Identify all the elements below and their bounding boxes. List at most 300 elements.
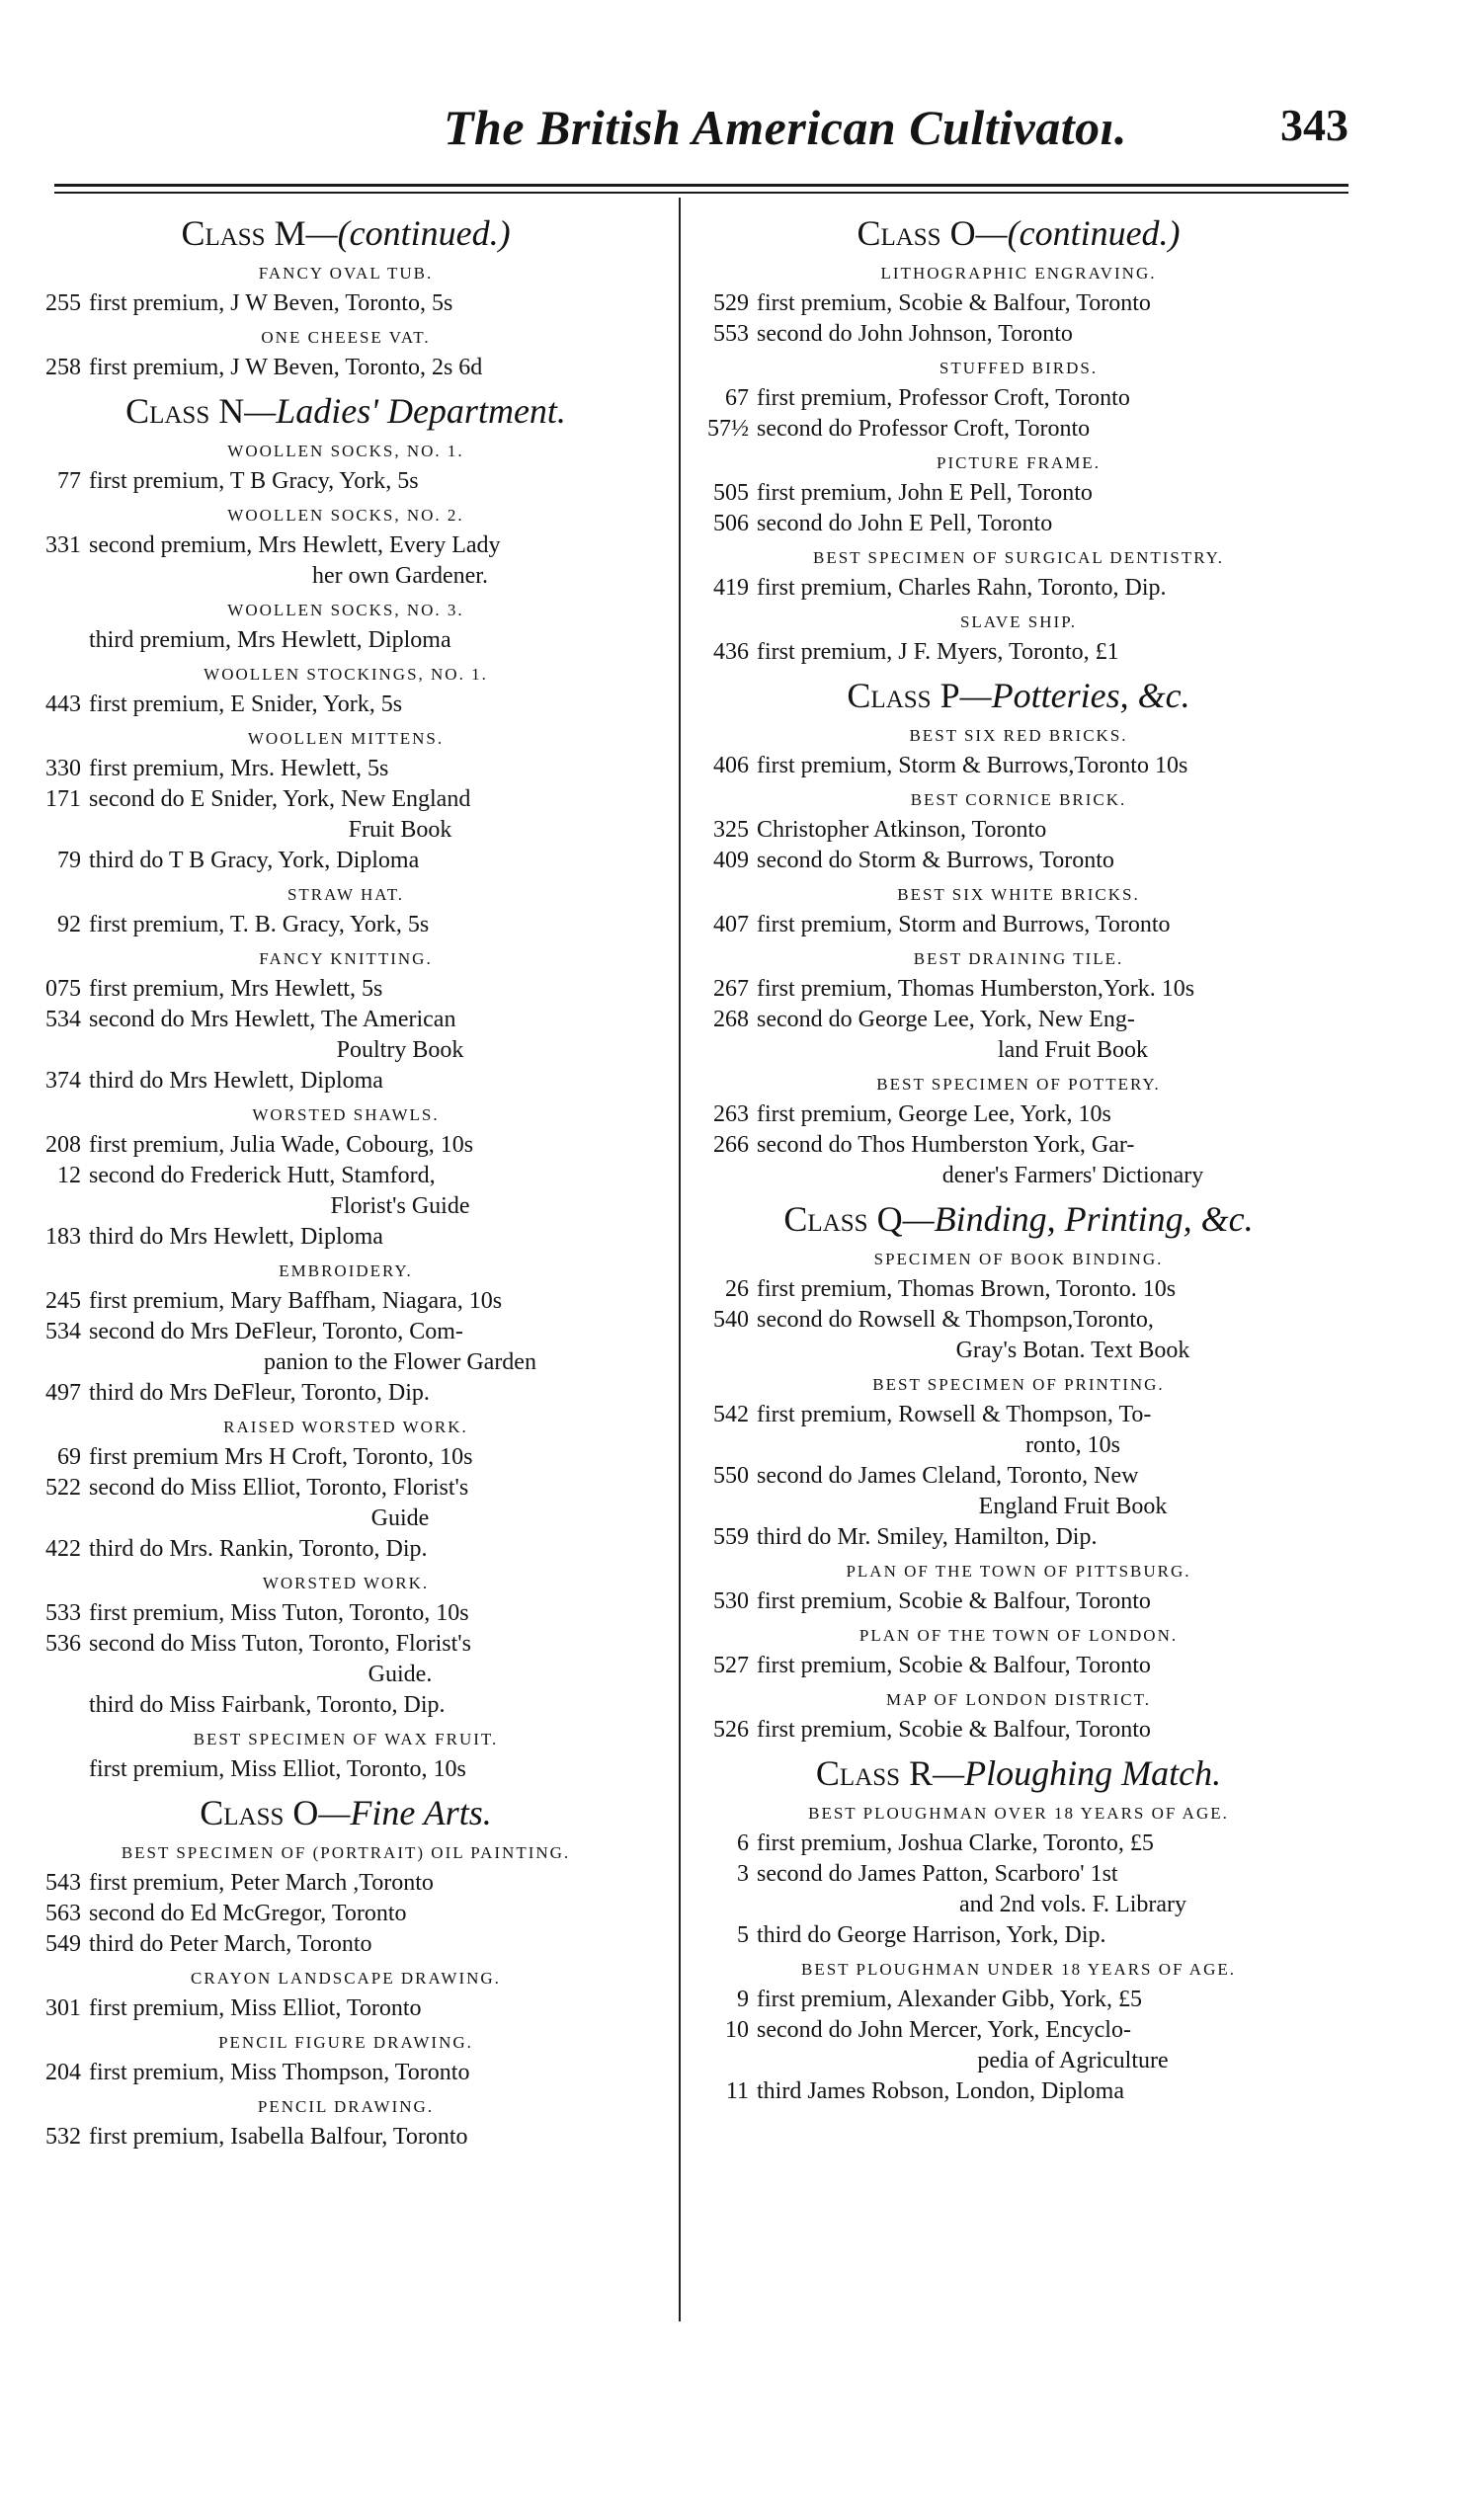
entry-text <box>89 1286 672 1317</box>
entry-main-text: first premium, Scobie & Balfour, Toronto <box>757 1717 1151 1743</box>
class-letter: O <box>292 1793 319 1832</box>
award-category: WOOLLEN STOCKINGS, NO. 1. <box>204 665 488 684</box>
award-entry <box>688 2015 1349 2076</box>
award-category: BEST SIX RED BRICKS. <box>909 726 1128 745</box>
award-category: BEST SIX WHITE BRICKS. <box>897 885 1140 904</box>
entry-number: 436 <box>713 639 749 665</box>
class-title: —Ladies' Department. <box>244 391 566 431</box>
award-entry <box>20 1598 672 1629</box>
award-entry <box>688 846 1349 876</box>
entry-main-text: third premium, Mrs Hewlett, Diploma <box>89 627 451 653</box>
class-word: Class <box>181 213 266 253</box>
entry-number: 183 <box>45 1224 81 1250</box>
award-entry <box>20 754 672 784</box>
entry-main-text: first premium, Mary Baffham, Niagara, 10s <box>89 1288 503 1314</box>
entry-text <box>89 1993 672 2024</box>
award-entry <box>20 1066 672 1097</box>
award-entry <box>688 1829 1349 1859</box>
award-entry <box>20 1868 672 1899</box>
entry-text <box>757 2076 1349 2107</box>
award-entry <box>20 1690 672 1721</box>
entry-text <box>89 910 672 940</box>
entry-text <box>757 1651 1349 1681</box>
entry-number: 255 <box>45 290 81 316</box>
award-entry <box>688 1461 1349 1522</box>
entry-text <box>757 573 1349 604</box>
entry-number: 534 <box>45 1319 81 1344</box>
entry-main-text: second do E Snider, York, New England <box>89 786 471 812</box>
entry-main-text: third do Mrs. Rankin, Toronto, Dip. <box>89 1536 428 1562</box>
award-category: CRAYON LANDSCAPE DRAWING. <box>191 1969 501 1988</box>
entry-text <box>89 1598 672 1629</box>
entry-number: 553 <box>713 321 749 347</box>
award-category: PLAN OF THE TOWN OF PITTSBURG. <box>846 1562 1191 1581</box>
entry-main-text: first premium, Isabella Balfour, Toronto <box>89 2124 468 2150</box>
entry-text <box>89 846 672 876</box>
entry-number: 266 <box>713 1132 749 1158</box>
class-letter: R <box>909 1753 934 1793</box>
entry-text <box>757 1305 1349 1366</box>
entry-text <box>89 466 672 497</box>
entry-text <box>89 1005 672 1066</box>
entry-text <box>89 353 672 383</box>
entry-text <box>89 1473 672 1534</box>
class-letter: M <box>274 213 306 253</box>
entry-main-text: first premium, Thomas Humberston,York. 10s <box>757 976 1195 1002</box>
entry-text <box>89 1690 672 1721</box>
entry-number: 330 <box>45 756 81 781</box>
entry-number: 171 <box>45 786 81 812</box>
award-entry <box>20 1754 672 1785</box>
entry-main-text: first premium, J W Beven, Toronto, 5s <box>89 290 453 316</box>
award-category: RAISED WORSTED WORK. <box>223 1418 468 1436</box>
entry-continuation: land Fruit Book <box>997 1037 1148 1063</box>
entry-text <box>89 1442 672 1473</box>
entry-continuation: Gray's Botan. Text Book <box>955 1338 1190 1363</box>
entry-main-text: second do Mrs DeFleur, Toronto, Com- <box>89 1319 463 1344</box>
award-entry <box>688 1522 1349 1553</box>
entry-main-text: second do John Johnson, Toronto <box>757 321 1073 347</box>
entry-main-text: third do Peter March, Toronto <box>89 1931 372 1957</box>
entry-main-text: third do Mrs DeFleur, Toronto, Dip. <box>89 1380 430 1406</box>
entry-main-text: first premium, T. B. Gracy, York, 5s <box>89 912 430 937</box>
entry-number: 69 <box>57 1444 81 1470</box>
header-rule <box>54 184 1348 187</box>
entry-main-text: second do John Mercer, York, Encyclo- <box>757 2017 1131 2043</box>
entry-main-text: first premium, Miss Elliot, Toronto, 10s <box>89 1756 466 1782</box>
entry-text <box>89 1317 672 1378</box>
award-entry <box>688 974 1349 1005</box>
award-entry <box>688 1005 1349 1066</box>
class-heading <box>20 211 672 255</box>
entry-number: 208 <box>45 1132 81 1158</box>
award-entry <box>20 910 672 940</box>
entry-continuation: pedia of Agriculture <box>977 2048 1169 2073</box>
class-heading <box>20 1791 672 1834</box>
entry-main-text: first premium, Thomas Brown, Toronto. 10s <box>757 1276 1177 1302</box>
entry-continuation: Guide <box>370 1505 430 1531</box>
entry-number: 5 <box>737 1922 749 1948</box>
entry-main-text: first premium, Storm and Burrows, Toronto <box>757 912 1171 937</box>
entry-text <box>89 530 672 592</box>
entry-main-text: first premium, Scobie & Balfour, Toronto <box>757 290 1151 316</box>
entry-text <box>89 784 672 846</box>
award-category: BEST SPECIMEN OF PRINTING. <box>872 1375 1165 1394</box>
entry-main-text: third do Mrs Hewlett, Diploma <box>89 1224 383 1250</box>
entry-text <box>757 910 1349 940</box>
entry-main-text: second do Thos Humberston York, Gar- <box>757 1132 1135 1158</box>
class-title: —Fine Arts. <box>318 1793 492 1832</box>
class-word: Class <box>783 1199 868 1239</box>
entry-number: 325 <box>713 817 749 843</box>
award-entry <box>688 1305 1349 1366</box>
award-category: PENCIL DRAWING. <box>257 2097 435 2116</box>
class-word: Class <box>847 676 932 715</box>
entry-number: 268 <box>713 1007 749 1032</box>
award-entry <box>688 509 1349 539</box>
award-entry <box>20 288 672 319</box>
entry-main-text: third do George Harrison, York, Dip. <box>757 1922 1106 1948</box>
award-entry <box>20 1161 672 1222</box>
award-entry <box>688 1651 1349 1681</box>
entry-number: 075 <box>45 976 81 1002</box>
award-entry <box>688 637 1349 668</box>
award-entry <box>20 466 672 497</box>
entry-main-text: first premium, Miss Tuton, Toronto, 10s <box>89 1600 469 1626</box>
award-entry <box>20 1130 672 1161</box>
award-entry <box>20 2058 672 2088</box>
entry-number: 67 <box>725 385 749 411</box>
award-entry <box>20 1378 672 1409</box>
entry-number: 11 <box>725 2078 749 2104</box>
entry-number: 10 <box>725 2017 749 2043</box>
award-entry <box>688 573 1349 604</box>
entry-number: 549 <box>45 1931 81 1957</box>
entry-main-text: second do James Patton, Scarboro' 1st <box>757 1861 1118 1887</box>
award-category: BEST SPECIMEN OF (PORTRAIT) OIL PAINTING. <box>121 1843 571 1862</box>
award-entry <box>20 1993 672 2024</box>
entry-number: 3 <box>737 1861 749 1887</box>
entry-text <box>757 1985 1349 2015</box>
page-number: 343 <box>1280 100 1348 150</box>
entry-text <box>89 690 672 720</box>
class-heading <box>688 1197 1349 1241</box>
entry-text <box>757 1099 1349 1130</box>
award-entry <box>688 1586 1349 1617</box>
entry-number: 536 <box>45 1631 81 1657</box>
award-category: WOOLLEN MITTENS. <box>247 729 445 748</box>
entry-number: 258 <box>45 355 81 380</box>
entry-main-text: third James Robson, London, Diploma <box>757 2078 1124 2104</box>
class-letter: N <box>218 391 245 431</box>
entry-text <box>757 815 1349 846</box>
award-category: BEST SPECIMEN OF SURGICAL DENTISTRY. <box>813 548 1224 567</box>
entry-number: 267 <box>713 976 749 1002</box>
entry-number: 374 <box>45 1068 81 1094</box>
award-category: WOOLLEN SOCKS, NO. 1. <box>227 442 464 460</box>
award-entry <box>688 1099 1349 1130</box>
award-entry <box>20 2122 672 2153</box>
award-category: ONE CHEESE VAT. <box>261 328 431 347</box>
entry-main-text: first premium, E Snider, York, 5s <box>89 691 403 717</box>
entry-main-text: second do Miss Tuton, Toronto, Florist's <box>89 1631 471 1657</box>
entry-number: 9 <box>737 1987 749 2012</box>
entry-main-text: first premium Mrs H Croft, Toronto, 10s <box>89 1444 473 1470</box>
award-entry <box>688 319 1349 350</box>
class-title: —(continued.) <box>305 213 511 253</box>
entry-main-text: first premium, Peter March ,Toronto <box>89 1870 434 1896</box>
entry-main-text: first premium, Mrs Hewlett, 5s <box>89 976 383 1002</box>
entry-text <box>757 478 1349 509</box>
entry-continuation: panion to the Flower Garden <box>264 1349 536 1375</box>
right-column <box>688 205 1349 2107</box>
entry-number: 529 <box>713 290 749 316</box>
award-category: BEST PLOUGHMAN UNDER 18 YEARS OF AGE. <box>800 1960 1236 1979</box>
entry-text <box>89 1378 672 1409</box>
award-entry <box>20 1286 672 1317</box>
entry-number: 245 <box>45 1288 81 1314</box>
entry-main-text: second do George Lee, York, New Eng- <box>757 1007 1135 1032</box>
entry-number: 522 <box>45 1475 81 1501</box>
entry-continuation: Fruit Book <box>348 817 452 843</box>
award-entry <box>20 1222 672 1253</box>
award-entry <box>688 910 1349 940</box>
award-category: FANCY KNITTING. <box>259 949 433 968</box>
entry-continuation: England Fruit Book <box>978 1494 1168 1519</box>
entry-number: 204 <box>45 2060 81 2085</box>
entry-text <box>757 846 1349 876</box>
entry-number: 497 <box>45 1380 81 1406</box>
award-category: PICTURE FRAME. <box>937 453 1101 472</box>
entry-main-text: second do James Cleland, Toronto, New <box>757 1463 1139 1489</box>
entry-number: 301 <box>45 1995 81 2021</box>
entry-text <box>89 625 672 656</box>
entry-number: 26 <box>725 1276 749 1302</box>
entry-main-text: first premium, T B Gracy, York, 5s <box>89 468 419 494</box>
class-title: —Ploughing Match. <box>933 1753 1222 1793</box>
entry-text <box>757 414 1349 445</box>
class-letter: P <box>939 676 960 715</box>
entry-number: 532 <box>45 2124 81 2150</box>
award-category: FANCY OVAL TUB. <box>258 264 434 283</box>
class-letter: O <box>949 213 976 253</box>
award-entry <box>688 815 1349 846</box>
entry-text <box>757 751 1349 781</box>
award-entry <box>20 1899 672 1929</box>
entry-number: 559 <box>713 1524 749 1550</box>
award-category: STUFFED BIRDS. <box>939 359 1099 377</box>
entry-number: 409 <box>713 848 749 873</box>
award-entry <box>20 353 672 383</box>
award-entry <box>20 1317 672 1378</box>
entry-text <box>757 1274 1349 1305</box>
entry-text <box>89 1754 672 1785</box>
entry-main-text: first premium, George Lee, York, 10s <box>757 1101 1111 1127</box>
entry-main-text: third do T B Gracy, York, Diploma <box>89 848 420 873</box>
entry-text <box>89 974 672 1005</box>
award-entry <box>20 625 672 656</box>
award-entry <box>20 974 672 1005</box>
award-category: BEST DRAINING TILE. <box>913 949 1124 968</box>
class-heading <box>20 389 672 433</box>
entry-main-text: first premium, Alexander Gibb, York, £5 <box>757 1987 1142 2012</box>
class-title: —(continued.) <box>975 213 1181 253</box>
award-entry <box>688 1920 1349 1951</box>
entry-number: 526 <box>713 1717 749 1743</box>
award-entry <box>688 1130 1349 1191</box>
entry-number: 550 <box>713 1463 749 1489</box>
entry-main-text: third do Mr. Smiley, Hamilton, Dip. <box>757 1524 1098 1550</box>
entry-number: 443 <box>45 691 81 717</box>
entry-number: 533 <box>45 1600 81 1626</box>
class-word: Class <box>200 1793 285 1832</box>
entry-continuation: her own Gardener. <box>312 563 488 589</box>
entry-main-text: first premium, Miss Elliot, Toronto <box>89 1995 422 2021</box>
entry-number: 12 <box>57 1163 81 1188</box>
entry-main-text: Christopher Atkinson, Toronto <box>757 817 1047 843</box>
award-entry <box>688 478 1349 509</box>
entry-text <box>757 637 1349 668</box>
entry-main-text: second do Professor Croft, Toronto <box>757 416 1091 442</box>
award-entry <box>688 1985 1349 2015</box>
award-category: WOOLLEN SOCKS, NO. 3. <box>227 601 464 619</box>
entry-text <box>757 509 1349 539</box>
entry-text <box>757 2015 1349 2076</box>
award-entry <box>20 784 672 846</box>
entry-main-text: second do Miss Elliot, Toronto, Florist's <box>89 1475 469 1501</box>
award-category: WORSTED SHAWLS. <box>252 1105 440 1124</box>
entry-main-text: second do John E Pell, Toronto <box>757 511 1053 536</box>
entry-main-text: first premium, J F. Myers, Toronto, £1 <box>757 639 1119 665</box>
entry-number: 263 <box>713 1101 749 1127</box>
entry-number: 542 <box>713 1402 749 1427</box>
award-entry <box>688 1715 1349 1746</box>
entry-text <box>757 1586 1349 1617</box>
entry-main-text: second do Ed McGregor, Toronto <box>89 1901 407 1926</box>
entry-continuation: and 2nd vols. F. Library <box>958 1892 1187 1917</box>
entry-number: 57½ <box>707 416 749 442</box>
class-title: —Potteries, &c. <box>959 676 1190 715</box>
entry-number: 505 <box>713 480 749 506</box>
entry-text <box>89 1066 672 1097</box>
award-entry <box>20 1473 672 1534</box>
entry-main-text: third do Mrs Hewlett, Diploma <box>89 1068 383 1094</box>
award-category: SPECIMEN OF BOOK BINDING. <box>873 1250 1164 1268</box>
entry-text <box>89 1222 672 1253</box>
entry-text <box>89 754 672 784</box>
award-category: BEST SPECIMEN OF WAX FRUIT. <box>193 1730 499 1748</box>
award-category: MAP OF LONDON DISTRICT. <box>886 1690 1151 1709</box>
award-entry <box>20 846 672 876</box>
award-entry <box>688 288 1349 319</box>
column-divider <box>679 198 681 2321</box>
entry-number: 540 <box>713 1307 749 1333</box>
entry-text <box>89 288 672 319</box>
entry-main-text: first premium, Charles Rahn, Toronto, Dip. <box>757 575 1167 601</box>
entry-number: 527 <box>713 1653 749 1678</box>
entry-text <box>89 1868 672 1899</box>
entry-number: 6 <box>737 1830 749 1856</box>
class-letter: Q <box>876 1199 903 1239</box>
entry-text <box>89 1130 672 1161</box>
award-entry <box>20 1629 672 1690</box>
entry-continuation: Florist's Guide <box>330 1193 470 1219</box>
award-entry <box>688 1274 1349 1305</box>
award-category: BEST PLOUGHMAN OVER 18 YEARS OF AGE. <box>808 1804 1229 1823</box>
award-entry <box>20 1442 672 1473</box>
class-heading <box>688 1751 1349 1795</box>
award-category: PENCIL FIGURE DRAWING. <box>218 2033 473 2052</box>
entry-number: 331 <box>45 532 81 558</box>
award-entry <box>20 1929 672 1960</box>
award-entry <box>20 1005 672 1066</box>
entry-number: 92 <box>57 912 81 937</box>
award-category: SLAVE SHIP. <box>959 612 1078 631</box>
running-title: The British American Cultivatoı. <box>443 100 1128 155</box>
class-word: Class <box>125 391 210 431</box>
page-header <box>54 99 1348 178</box>
left-column <box>20 205 672 2153</box>
entry-text <box>89 1629 672 1690</box>
entry-text <box>89 1899 672 1929</box>
entry-main-text: first premium, John E Pell, Toronto <box>757 480 1093 506</box>
entry-text <box>89 2058 672 2088</box>
entry-number: 422 <box>45 1536 81 1562</box>
entry-main-text: first premium, Scobie & Balfour, Toronto <box>757 1653 1151 1678</box>
entry-text <box>89 1929 672 1960</box>
award-category: LITHOGRAPHIC ENGRAVING. <box>880 264 1157 283</box>
class-heading <box>688 211 1349 255</box>
entry-number: 77 <box>57 468 81 494</box>
award-entry <box>688 751 1349 781</box>
entry-text <box>757 1859 1349 1920</box>
entry-number <box>20 1690 89 1721</box>
entry-text <box>757 1829 1349 1859</box>
entry-text <box>757 1130 1349 1191</box>
award-category: EMBROIDERY. <box>279 1261 413 1280</box>
award-entry <box>688 414 1349 445</box>
entry-main-text: first premium, Professor Croft, Toronto <box>757 385 1130 411</box>
award-category: BEST CORNICE BRICK. <box>910 790 1127 809</box>
award-entry <box>688 383 1349 414</box>
entry-text <box>757 288 1349 319</box>
award-entry <box>688 1859 1349 1920</box>
entry-number: 419 <box>713 575 749 601</box>
entry-main-text: first premium, Julia Wade, Cobourg, 10s <box>89 1132 474 1158</box>
entry-continuation: Guide. <box>368 1662 433 1687</box>
entry-number: 406 <box>713 753 749 778</box>
entry-main-text: first premium, Storm & Burrows,Toronto 10s <box>757 753 1188 778</box>
entry-text <box>89 1534 672 1565</box>
entry-text <box>757 319 1349 350</box>
entry-main-text: first premium, Joshua Clarke, Toronto, £5 <box>757 1830 1154 1856</box>
award-entry <box>20 1534 672 1565</box>
class-word: Class <box>815 1753 901 1793</box>
entry-main-text: third do Miss Fairbank, Toronto, Dip. <box>89 1692 446 1718</box>
class-heading <box>688 674 1349 717</box>
entry-main-text: first premium, Miss Thompson, Toronto <box>89 2060 470 2085</box>
entry-main-text: second do Mrs Hewlett, The American <box>89 1007 456 1032</box>
entry-text <box>89 2122 672 2153</box>
entry-continuation: Poultry Book <box>336 1037 464 1063</box>
entry-text <box>757 1461 1349 1522</box>
entry-number: 534 <box>45 1007 81 1032</box>
award-entry <box>688 1400 1349 1461</box>
class-word: Class <box>857 213 941 253</box>
entry-number: 407 <box>713 912 749 937</box>
entry-number: 506 <box>713 511 749 536</box>
entry-main-text: second premium, Mrs Hewlett, Every Lady <box>89 532 501 558</box>
